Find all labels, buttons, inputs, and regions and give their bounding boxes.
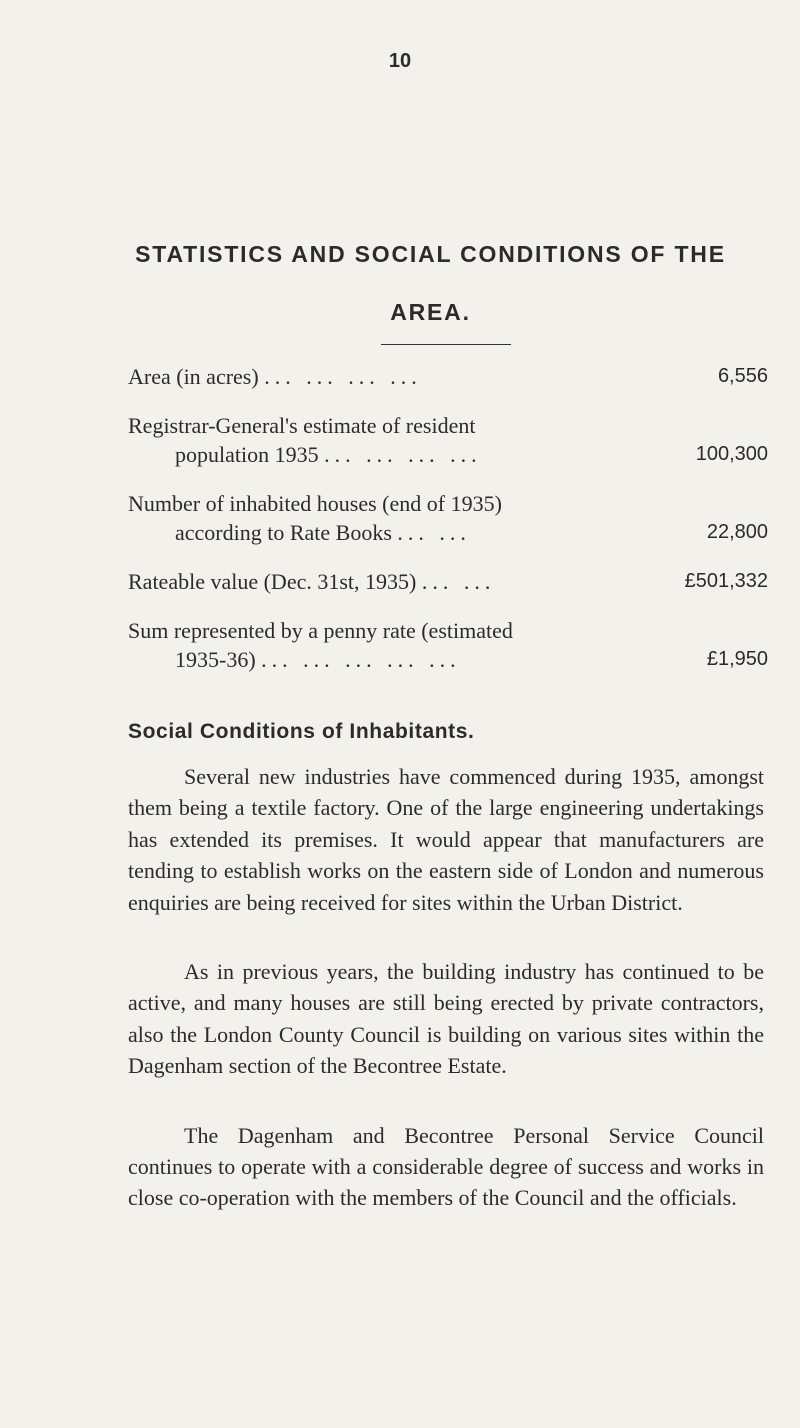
stat-label: Rateable value (Dec. 31st, 1935) xyxy=(128,569,417,594)
stat-row-population xyxy=(128,411,768,469)
stat-label: Sum represented by a penny rate (estimated xyxy=(128,618,513,643)
dot-leaders: ... ... ... ... xyxy=(264,364,422,389)
stat-label-continued: 1935-36) xyxy=(175,647,256,672)
stat-label: Registrar-General's estimate of resident xyxy=(128,413,476,438)
paragraph: The Dagenham and Becontree Personal Service Council continues to operate with a considerable degree of success and works in close co-operation with the members of the Council and the officials. xyxy=(128,1122,764,1211)
paragraph: Several new industries have commenced during 1935, amongst them being a textile factory. One of the large engineering undertakings has extended its premises. It would appear that manufacturers are tending to establish works on the eastern side of London and numerous enquiries are being received for sites within the Urban District. xyxy=(128,764,764,915)
stat-row-area xyxy=(128,362,768,391)
dot-leaders: ... ... xyxy=(421,569,496,594)
stat-row-rateable-value xyxy=(128,567,768,596)
stat-row-houses xyxy=(128,489,768,547)
stat-value: £501,332 xyxy=(684,570,768,592)
stat-row-penny-rate xyxy=(128,616,768,674)
stat-label: Number of inhabited houses (end of 1935) xyxy=(128,491,502,516)
stat-value: 22,800 xyxy=(706,521,768,543)
stat-value: £1,950 xyxy=(706,648,768,670)
stat-value: 100,300 xyxy=(695,443,768,465)
divider xyxy=(381,344,511,345)
section-heading: Social Conditions of Inhabitants. xyxy=(128,720,475,743)
dot-leaders: ... ... xyxy=(397,520,471,545)
page-number: 10 xyxy=(388,50,412,72)
stat-label-continued: according to Rate Books xyxy=(175,520,392,545)
dot-leaders: ... ... ... ... ... xyxy=(261,647,461,672)
stat-label-continued: population 1935 xyxy=(175,442,319,467)
stat-value: 6,556 xyxy=(717,365,768,387)
stat-label: Area (in acres) xyxy=(128,364,259,389)
paragraph: As in previous years, the building industry has continued to be active, and many houses are still being erected by private contractors, also the London County Council is building on various sites within the Dagenham section of the Becontree Estate. xyxy=(128,959,764,1079)
statistics-table xyxy=(128,362,768,694)
body-text xyxy=(128,761,764,1252)
dot-leaders: ... ... ... ... xyxy=(324,442,482,467)
page-title: STATISTICS AND SOCIAL CONDITIONS OF THE AREA. xyxy=(135,241,726,325)
